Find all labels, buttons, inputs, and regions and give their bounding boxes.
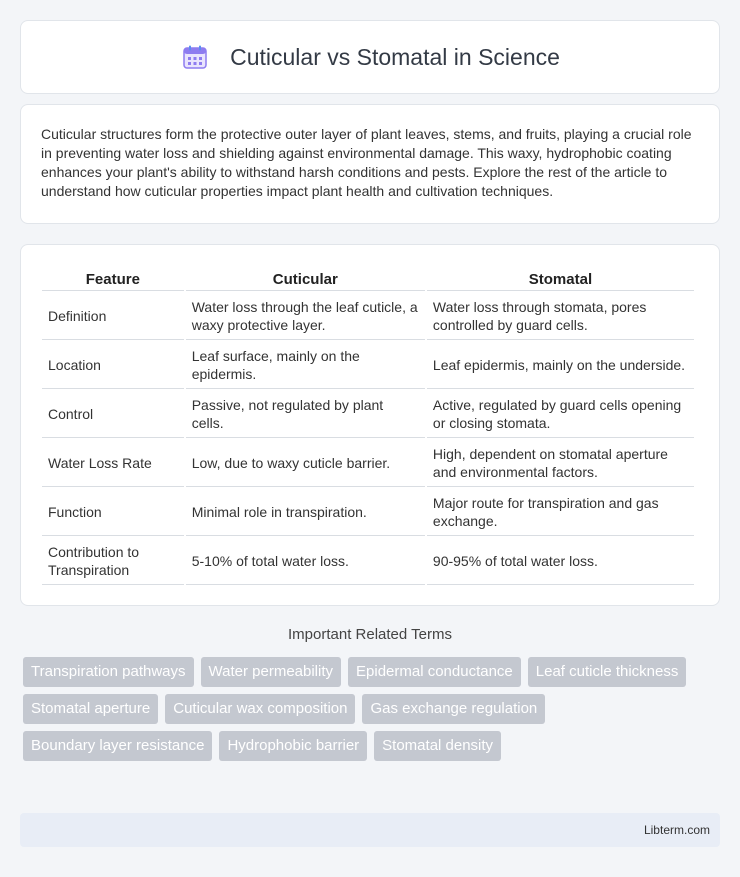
- table-cell-stomatal: Leaf epidermis, mainly on the underside.: [427, 342, 694, 389]
- table-cell-cuticular: 5-10% of total water loss.: [186, 538, 425, 585]
- table-cell-feature: Control: [42, 391, 184, 438]
- related-term-tag[interactable]: Water permeability: [201, 657, 341, 687]
- table-row: [42, 538, 694, 585]
- related-term-tag[interactable]: Cuticular wax composition: [165, 694, 355, 724]
- table-cell-stomatal: Active, regulated by guard cells opening or closing stomata.: [427, 391, 694, 438]
- related-term-tag[interactable]: Stomatal density: [374, 731, 501, 761]
- table-row: [42, 489, 694, 536]
- column-header-feature: Feature: [42, 267, 184, 291]
- related-term-tag[interactable]: Epidermal conductance: [348, 657, 521, 687]
- table-row: [42, 391, 694, 438]
- column-header-stomatal: Stomatal: [427, 267, 694, 291]
- related-term-tag[interactable]: Boundary layer resistance: [23, 731, 212, 761]
- table-cell-feature: Contribution to Transpiration: [42, 538, 184, 585]
- page-title: Cuticular vs Stomatal in Science: [230, 43, 560, 70]
- related-terms-heading: Important Related Terms: [288, 626, 452, 643]
- table-row: [42, 293, 694, 340]
- table-cell-cuticular: Passive, not regulated by plant cells.: [186, 391, 425, 438]
- table-cell-stomatal: High, dependent on stomatal aperture and environmental factors.: [427, 440, 694, 487]
- intro-paragraph: Cuticular structures form the protective outer layer of plant leaves, stems, and fruits, playing a crucial role in preventing water loss and shielding against environmental damage. This waxy, hydrophobic coating enhances your plant's ability to withstand harsh conditions and pests. Explore the rest of the article to understand how cuticular properties impact plant health and cultivation techniques.: [41, 126, 692, 199]
- related-term-tag[interactable]: Hydrophobic barrier: [219, 731, 367, 761]
- table-cell-stomatal: 90-95% of total water loss.: [427, 538, 694, 585]
- related-terms-list: [23, 657, 713, 761]
- table-row: [42, 342, 694, 389]
- table-cell-stomatal: Water loss through stomata, pores controlled by guard cells.: [427, 293, 694, 340]
- table-row: [42, 440, 694, 487]
- calendar-icon: [180, 42, 210, 72]
- column-header-cuticular: Cuticular: [186, 267, 425, 291]
- footer-site-link[interactable]: Libterm.com: [643, 823, 710, 837]
- table-header-row: [42, 267, 694, 291]
- comparison-table: [40, 265, 696, 587]
- table-cell-cuticular: Minimal role in transpiration.: [186, 489, 425, 536]
- table-cell-cuticular: Water loss through the leaf cuticle, a waxy protective layer.: [186, 293, 425, 340]
- related-term-tag[interactable]: Transpiration pathways: [23, 657, 194, 687]
- header-card: [20, 20, 720, 94]
- table-cell-cuticular: Leaf surface, mainly on the epidermis.: [186, 342, 425, 389]
- table-cell-stomatal: Major route for transpiration and gas exchange.: [427, 489, 694, 536]
- table-cell-feature: Water Loss Rate: [42, 440, 184, 487]
- related-term-tag[interactable]: Gas exchange regulation: [362, 694, 545, 724]
- comparison-table-card: [20, 244, 720, 606]
- related-term-tag[interactable]: Leaf cuticle thickness: [528, 657, 687, 687]
- table-cell-feature: Definition: [42, 293, 184, 340]
- intro-card: [20, 104, 720, 224]
- table-cell-cuticular: Low, due to waxy cuticle barrier.: [186, 440, 425, 487]
- related-term-tag[interactable]: Stomatal aperture: [23, 694, 158, 724]
- table-cell-feature: Function: [42, 489, 184, 536]
- table-cell-feature: Location: [42, 342, 184, 389]
- footer: [20, 813, 720, 847]
